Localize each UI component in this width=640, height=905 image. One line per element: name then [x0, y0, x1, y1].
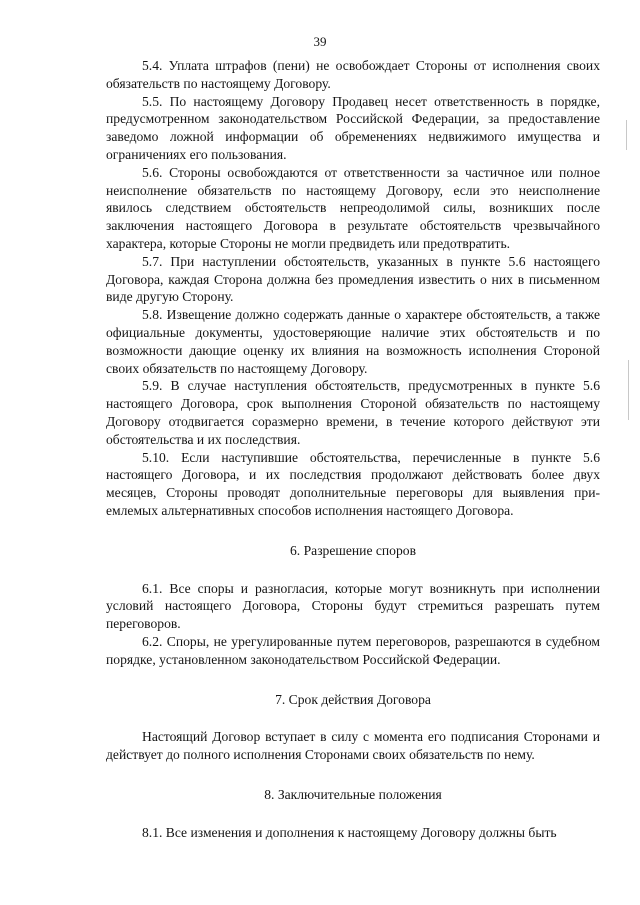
spacer [106, 520, 600, 542]
clause-5-10: 5.10. Если наступившие обстоятельства, перечисленные в пункте 5.6 настоящего Договора, и их последствия продолжают действовать более двух месяцев, Стороны проводят дополнительные переговоры для выявления приемлемых альтернативных способов исполнения настоящего Договора. [106, 449, 600, 518]
section-7-heading: 7. Срок действия Договора [275, 691, 431, 707]
spacer [106, 708, 600, 728]
clause-6-2: 6.2. Споры, не урегулированные путем переговоров, разрешаются в судебном порядке, установленном законодательством Российской Федерации. [106, 633, 600, 667]
section-6-heading: 6. Разрешение споров [290, 542, 416, 558]
clause-6-1: 6.1. Все споры и разногласия, которые могут возникнуть при исполнении условий настоящего Договора, Стороны будут стремиться разрешать путем переговоров. [106, 580, 600, 632]
clause-5-9: 5.9. В случае наступления обстоятельств, предусмотренных в пункте 5.6 настоящего Договора, срок выполнения Стороной обязательств по настоящему Договору отодвигается соразмерно времени, в течение которого действуют эти обстоятельства и их последствия. [106, 378, 600, 447]
section-8-heading: 8. Заключительные положения [264, 786, 442, 802]
document-body [106, 57, 600, 841]
spacer [106, 804, 600, 824]
page-number: 39 [313, 34, 327, 49]
clause-5-6: 5.6. Стороны освобождаются от ответственности за частичное или полное неисполнение обязательств по настоящему Договору, если это неисполнение явилось следствием обстоятельств непреодолимой силы, возникших после заключения настоящего Договора в результате обстоятельств чрезвычайного характера, которые Стороны не могли предвидеть или предотвратить. [106, 164, 600, 251]
scan-artifact [626, 120, 627, 150]
section-7-text: Настоящий Договор вступает в силу с момента его подписания Сторонами и действует до полного исполнения Сторонами своих обязательств по нему. [106, 729, 600, 763]
clause-8-1: 8.1. Все изменения и дополнения к настоящему Договору должны быть [142, 824, 557, 840]
clause-5-5: 5.5. По настоящему Договору Продавец несет ответственность в порядке, предусмотренном законодательством Российской Федерации, за предоставление заведомо ложной информации об обременениях недвижимого имущества и ограничениях его пользования. [106, 93, 600, 162]
spacer [106, 560, 600, 580]
spacer [106, 669, 600, 691]
scan-artifact [628, 360, 629, 420]
clause-5-7: 5.7. При наступлении обстоятельств, указанных в пункте 5.6 настоящего Договора, каждая Сторона должна без промедления известить о них в письменном виде другую Сторону. [106, 253, 600, 305]
spacer [106, 764, 600, 786]
clause-5-4: 5.4. Уплата штрафов (пени) не освобождает Стороны от исполнения своих обязательств по настоящему Договору. [106, 58, 600, 91]
clause-5-8: 5.8. Извещение должно содержать данные о характере обстоятельств, а также официальные документы, удостоверяющие наличие этих обстоятельств и по возможности дающие оценку их влияния на возможность исполнения Стороной своих обязательств по настоящему Договору. [106, 307, 600, 376]
